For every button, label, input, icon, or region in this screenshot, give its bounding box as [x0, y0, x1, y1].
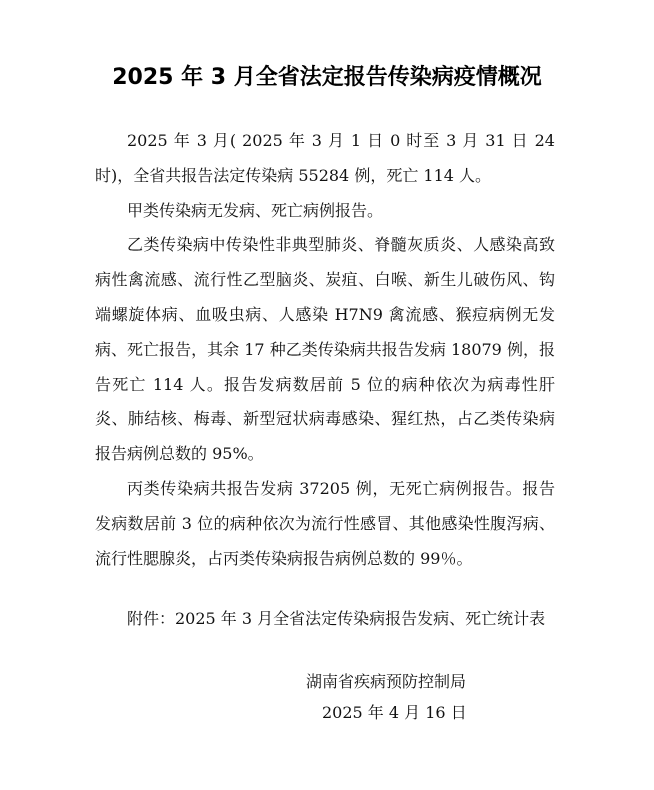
paragraph-class-b: 乙类传染病中传染性非典型肺炎、脊髓灰质炎、人感染高致病性禽流感、流行性乙型脑炎、炭疽、白喉、新生儿破伤风、钩端螺旋体病、血吸虫病、人感染 H7N9 禽流感、猴痘病例无发病、死亡报告，其余 17 种乙类传染病共报告发病 18079 例，报告死亡 114 人。报告发病数居前 5 位的病种依次为病毒性肝炎、肺结核、梅毒、新型冠状病毒感染、猩红热，占乙类传染病报告病例总数的 95%。 [95, 235, 555, 464]
document-title: 2025 年 3 月全省法定报告传染病疫情概况 [112, 65, 542, 90]
signature-organization: 湖南省疾病预防控制局 [306, 672, 467, 691]
document-body [95, 124, 555, 576]
paragraph-class-c: 丙类传染病共报告发病 37205 例，无死亡病例报告。报告发病数居前 3 位的病种依次为流行性感冒、其他感染性腹泻病、流行性腮腺炎，占丙类传染病报告病例总数的 99％。 [95, 478, 555, 568]
paragraph-class-a: 甲类传染病无发病、死亡病例报告。 [127, 200, 384, 220]
signature-date: 2025 年 4 月 16 日 [322, 703, 467, 722]
paragraph-summary: 2025 年 3 月( 2025 年 3 月 1 日 0 时至 3 月 31 日 24 时)，全省共报告法定传染病 55284 例，死亡 114 人。 [95, 131, 555, 185]
attachment-note: 附件：2025 年 3 月全省法定传染病报告发病、死亡统计表 [127, 609, 546, 628]
